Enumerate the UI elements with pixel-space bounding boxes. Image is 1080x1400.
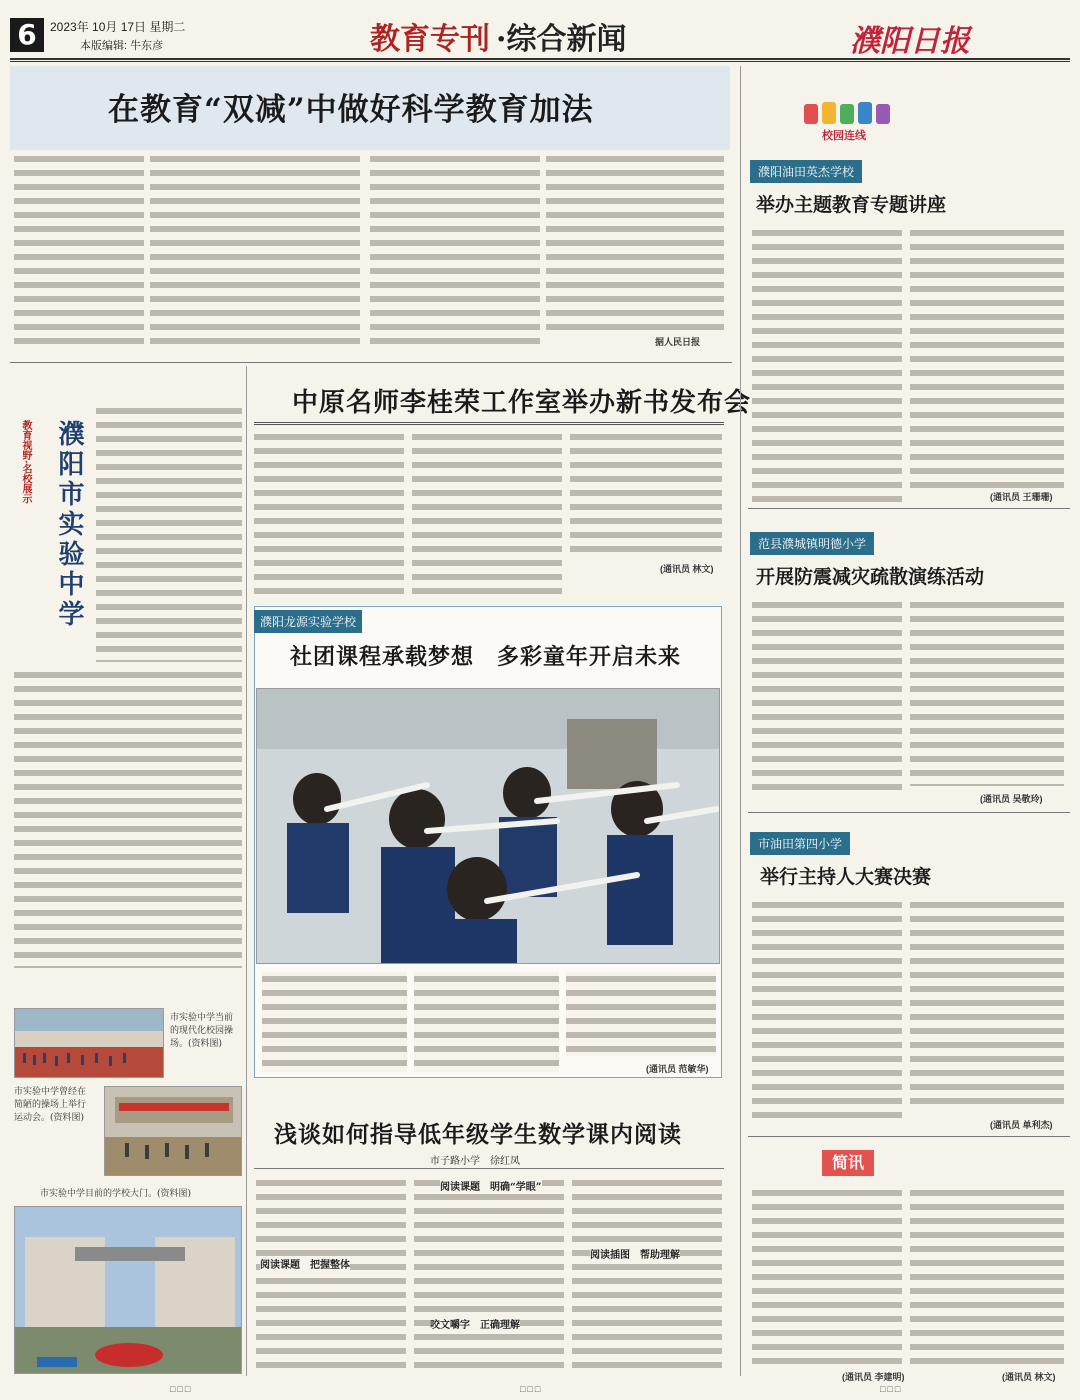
main-article-col-3 <box>370 152 540 352</box>
campus-line-logo <box>800 100 900 144</box>
li-article-rule <box>254 422 724 425</box>
reading-subhead-2: 阅读课题 明确“学眼” <box>440 1178 542 1193</box>
rail-label-1: 濮阳油田英杰学校 <box>750 160 862 183</box>
feature-text-body <box>14 668 242 968</box>
rail-2-col-2 <box>910 598 1064 786</box>
footer-mark-right: □□□ <box>880 1384 903 1394</box>
issue-date: 2023年 10月 17日 星期二 <box>50 20 186 34</box>
masthead <box>0 0 1080 60</box>
rail-credit-2: (通讯员 吴敬玲) <box>980 794 1043 804</box>
school-gate-photo <box>14 1206 242 1374</box>
main-article-col-4 <box>546 152 724 332</box>
brief-col-1 <box>752 1186 902 1366</box>
feature-tag: 教育视野·名校展示 <box>20 420 31 504</box>
caption-gate: 市实验中学目前的学校大门。(资料图) <box>40 1189 192 1199</box>
rail-title-3: 举行主持人大赛决赛 <box>760 866 932 888</box>
rail-label-2: 范县濮城镇明德小学 <box>750 532 874 555</box>
caption-playground: 市实验中学当前的现代化校园操场。(资料图) <box>170 1013 234 1049</box>
brief-news-tag: 简讯 <box>822 1150 874 1176</box>
rail-credit-1: (通讯员 王珊珊) <box>990 492 1053 502</box>
rail-1-col-2 <box>910 226 1064 488</box>
feature-school-name: 濮阳市实验中学 <box>54 420 84 630</box>
main-article-source: 据人民日报 <box>655 337 701 347</box>
li-article-col-2 <box>412 430 562 598</box>
main-headline: 在教育“双减”中做好科学教育加法 <box>108 92 594 128</box>
main-article-col-1 <box>14 152 144 352</box>
reading-subhead-4: 咬文嚼字 正确理解 <box>430 1316 520 1331</box>
li-article-col-3 <box>570 430 722 560</box>
brief-credit-2: (通讯员 林文) <box>1002 1372 1056 1382</box>
page-number: 6 <box>10 18 44 52</box>
reading-article-rule <box>254 1168 724 1169</box>
rail-credit-3: (通讯员 单利杰) <box>990 1120 1053 1130</box>
footer-mark-left: □□□ <box>170 1384 193 1394</box>
campus-line-logo-text: 校园连线 <box>822 129 866 142</box>
caption-old-sportsmeet: 市实验中学曾经在简陋的操场上举行运动会。(资料图) <box>14 1087 87 1123</box>
reading-col-1 <box>256 1176 406 1376</box>
reading-col-3 <box>572 1176 722 1376</box>
li-article-headline: 中原名师李桂荣工作室举办新书发布会 <box>292 388 752 418</box>
li-article-credit: (通讯员 林文) <box>660 564 714 574</box>
rail-3-col-1 <box>752 898 902 1126</box>
rail-title-1: 举办主题教育专题讲座 <box>756 194 947 216</box>
rail-2-col-1 <box>752 598 902 798</box>
club-article-headline: 社团课程承载梦想 多彩童年开启未来 <box>290 644 682 670</box>
section-prefix: 教育专刊 <box>370 22 490 57</box>
reading-subhead-1: 阅读课题 把握整体 <box>260 1256 350 1271</box>
rail-rule-2 <box>748 812 1070 813</box>
club-article-col-3 <box>566 972 716 1056</box>
rail-title-2: 开展防震减灾疏散演练活动 <box>756 566 985 588</box>
club-article-credit: (通讯员 范敏华) <box>646 1064 709 1074</box>
rail-label-3: 市油田第四小学 <box>750 832 850 855</box>
rail-1-col-1 <box>752 226 902 502</box>
rail-rule-1 <box>748 508 1070 509</box>
main-article-col-2 <box>150 152 360 352</box>
old-sportsmeet-photo <box>104 1086 242 1176</box>
left-column-divider <box>246 366 247 1376</box>
paper-logo: 濮阳日报 <box>850 24 970 59</box>
reading-col-2 <box>414 1176 564 1376</box>
club-article-col-2 <box>414 972 559 1072</box>
section-main: ·综合新闻 <box>496 22 627 57</box>
footer-mark-center: □□□ <box>520 1384 543 1394</box>
right-rail-divider <box>740 66 741 1376</box>
page-editor: 本版编辑: 牛东彦 <box>80 40 164 52</box>
main-article-rule <box>10 362 732 363</box>
brief-col-2 <box>910 1186 1064 1366</box>
campus-playground-photo <box>14 1008 164 1078</box>
flute-students-photo <box>256 688 720 964</box>
section-title <box>370 14 626 58</box>
header-rule <box>10 58 1070 62</box>
rail-3-col-2 <box>910 898 1064 1112</box>
reading-subhead-3: 阅读插图 帮助理解 <box>590 1246 680 1261</box>
brief-credit-1: (通讯员 李建明) <box>842 1372 905 1382</box>
club-school-label: 濮阳龙源实验学校 <box>254 610 362 633</box>
reading-article-author: 市子路小学 徐红凤 <box>430 1156 520 1167</box>
rail-rule-3 <box>748 1136 1070 1137</box>
feature-text-top <box>96 404 242 662</box>
club-article-col-1 <box>262 972 407 1072</box>
reading-article-headline: 浅谈如何指导低年级学生数学课内阅读 <box>274 1121 682 1148</box>
li-article-col-1 <box>254 430 404 598</box>
